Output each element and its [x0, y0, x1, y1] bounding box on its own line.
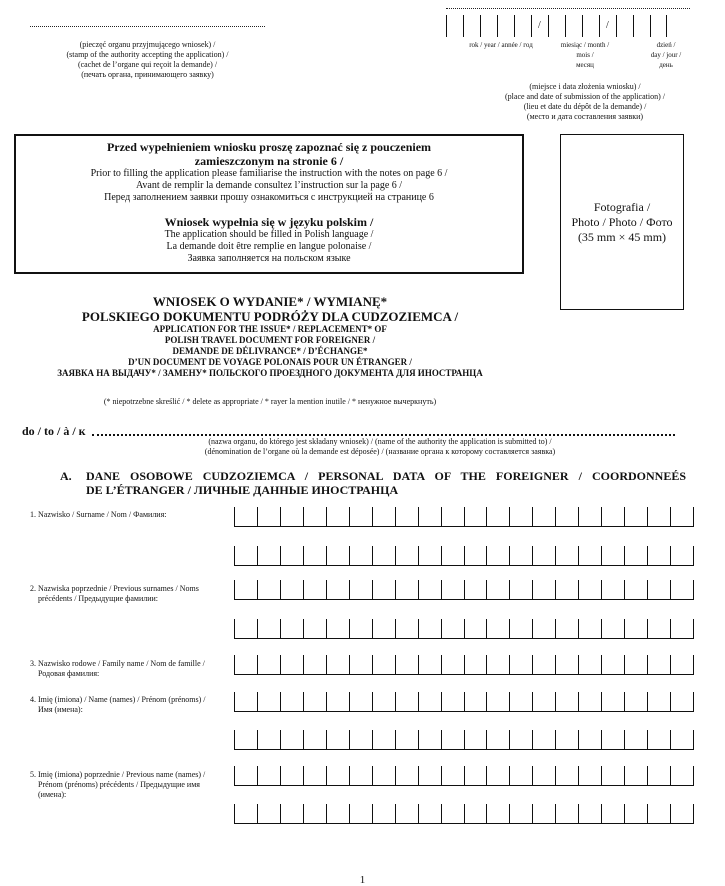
char-box[interactable]	[372, 546, 395, 566]
field-label-names	[30, 695, 230, 715]
char-box[interactable]	[372, 507, 395, 527]
char-box[interactable]	[647, 619, 670, 639]
char-box[interactable]	[509, 619, 532, 639]
char-box[interactable]	[372, 804, 395, 824]
char-box[interactable]	[532, 507, 555, 527]
authority-caption-line: (nazwa organu, do którego jest składany wniosek) / (name of the authority the application is submitted to) /	[208, 437, 552, 446]
date-separator: /	[606, 20, 609, 31]
char-box[interactable]	[257, 692, 280, 712]
char-box[interactable]	[670, 730, 694, 750]
char-box[interactable]	[464, 766, 487, 786]
char-box[interactable]	[555, 546, 578, 566]
char-box[interactable]	[349, 580, 372, 600]
char-box[interactable]	[280, 692, 303, 712]
document-title	[0, 294, 540, 379]
char-box[interactable]	[280, 546, 303, 566]
instruction-heading: zamieszczonym na stronie 6 /	[194, 154, 344, 168]
char-box[interactable]	[372, 619, 395, 639]
char-box[interactable]	[486, 619, 509, 639]
char-box[interactable]	[418, 507, 441, 527]
char-box[interactable]	[532, 546, 555, 566]
char-box[interactable]	[234, 507, 257, 527]
char-box[interactable]	[532, 580, 555, 600]
char-box[interactable]	[326, 655, 349, 675]
char-box[interactable]	[257, 507, 280, 527]
char-box[interactable]	[303, 580, 326, 600]
char-box[interactable]	[349, 507, 372, 527]
char-box[interactable]	[326, 546, 349, 566]
char-box[interactable]	[555, 692, 578, 712]
char-box[interactable]	[601, 655, 624, 675]
stamp-caption-line: (pieczęć organu przyjmującego wniosek) /	[79, 40, 216, 49]
names-grid[interactable]	[234, 692, 694, 712]
char-box[interactable]	[647, 804, 670, 824]
char-box[interactable]	[280, 619, 303, 639]
char-box[interactable]	[670, 507, 694, 527]
char-box[interactable]	[395, 507, 418, 527]
char-box[interactable]	[670, 804, 694, 824]
day-label-line: day / jour /	[650, 51, 682, 59]
char-box[interactable]	[349, 655, 372, 675]
char-box[interactable]	[601, 692, 624, 712]
date-cell[interactable]	[650, 15, 667, 37]
char-box[interactable]	[372, 766, 395, 786]
section-letter: A.	[60, 469, 72, 483]
char-box[interactable]	[486, 804, 509, 824]
char-box[interactable]	[395, 692, 418, 712]
char-box[interactable]	[395, 546, 418, 566]
char-box[interactable]	[624, 804, 647, 824]
field-label-line: Имя (имена):	[38, 705, 83, 714]
char-box[interactable]	[303, 692, 326, 712]
char-box[interactable]	[670, 546, 694, 566]
place-date-caption-line: (miejsce i data złożenia wniosku) /	[529, 82, 641, 91]
previous-surnames-grid[interactable]	[234, 580, 694, 600]
char-box[interactable]	[601, 580, 624, 600]
char-box[interactable]	[532, 766, 555, 786]
char-box[interactable]	[441, 655, 464, 675]
char-box[interactable]	[509, 546, 532, 566]
char-box[interactable]	[509, 730, 532, 750]
char-box[interactable]	[647, 655, 670, 675]
title-line: POLSKIEGO DOKUMENTU PODRÓŻY DLA CUDZOZIEMCA /	[81, 309, 459, 324]
char-box[interactable]	[326, 507, 349, 527]
char-box[interactable]	[257, 619, 280, 639]
char-box[interactable]	[234, 546, 257, 566]
stamp-caption-line: (stamp of the authority accepting the application) /	[66, 50, 229, 59]
field-label-family-name	[30, 659, 230, 679]
char-box[interactable]	[280, 507, 303, 527]
char-box[interactable]	[280, 766, 303, 786]
char-box[interactable]	[464, 580, 487, 600]
char-box[interactable]	[578, 804, 601, 824]
photo-label: (35 mm × 45 mm)	[577, 229, 667, 244]
char-box[interactable]	[257, 730, 280, 750]
instruction-box	[14, 134, 524, 274]
char-box[interactable]	[303, 655, 326, 675]
char-box[interactable]	[555, 766, 578, 786]
language-heading: Wniosek wypełnia się w języku polskim /	[164, 215, 374, 229]
page-number: 1	[359, 874, 366, 886]
char-box[interactable]	[234, 730, 257, 750]
char-box[interactable]	[647, 546, 670, 566]
field-label-line: précédents / Предыдущие фамилии:	[38, 594, 159, 603]
field-label-line: Prénom (prénoms) précédents / Предыдущие имя	[38, 780, 200, 789]
char-box[interactable]	[303, 619, 326, 639]
char-box[interactable]	[303, 546, 326, 566]
char-box[interactable]	[578, 766, 601, 786]
previous-names-grid[interactable]	[234, 804, 694, 824]
char-box[interactable]	[647, 507, 670, 527]
char-box[interactable]	[532, 804, 555, 824]
field-label-line: 5. Imię (imiona) poprzednie / Previous name (names) /	[30, 770, 206, 779]
char-box[interactable]	[601, 730, 624, 750]
char-box[interactable]	[578, 730, 601, 750]
char-box[interactable]	[234, 804, 257, 824]
char-box[interactable]	[234, 692, 257, 712]
char-box[interactable]	[372, 580, 395, 600]
language-line: Заявка заполняется на польском языке	[187, 253, 351, 264]
photo-box[interactable]	[560, 134, 684, 310]
section-heading-line: DANE OSOBOWE CUDZOZIEMCA / PERSONAL DATA OF THE FOREIGNER / COORDONNEÉS	[86, 469, 686, 483]
char-box[interactable]	[555, 730, 578, 750]
char-box[interactable]	[395, 730, 418, 750]
place-date-line	[446, 8, 690, 9]
place-date-caption-line: (место и дата составления заявки)	[526, 112, 644, 121]
char-box[interactable]	[303, 766, 326, 786]
char-box[interactable]	[280, 730, 303, 750]
place-date-caption-line: (lieu et date du dépôt de la demande) /	[523, 102, 647, 111]
title-line: D’UN DOCUMENT DE VOYAGE POLONAIS POUR UN ÉTRANGER /	[128, 357, 412, 367]
month-label-line: месяц	[576, 61, 594, 69]
date-cell[interactable]	[633, 15, 650, 37]
char-box[interactable]	[441, 804, 464, 824]
char-box[interactable]	[624, 655, 647, 675]
char-box[interactable]	[601, 507, 624, 527]
field-label-surname	[30, 510, 230, 520]
char-box[interactable]	[418, 692, 441, 712]
char-box[interactable]	[555, 619, 578, 639]
char-box[interactable]	[509, 507, 532, 527]
authority-field[interactable]	[92, 434, 675, 436]
char-box[interactable]	[464, 619, 487, 639]
char-box[interactable]	[441, 692, 464, 712]
char-box[interactable]	[624, 692, 647, 712]
char-box[interactable]	[257, 766, 280, 786]
char-box[interactable]	[670, 580, 694, 600]
field-label-line: 3. Nazwisko rodowe / Family name / Nom de famille /	[30, 659, 205, 668]
char-box[interactable]	[486, 766, 509, 786]
delete-note: (* niepotrzebne skreślić / * delete as appropriate / * rayer la mention inutile / * ненужное вычеркнуть)	[103, 397, 437, 406]
char-box[interactable]	[578, 507, 601, 527]
char-box[interactable]	[257, 580, 280, 600]
family-name-grid[interactable]	[234, 655, 694, 675]
char-box[interactable]	[441, 580, 464, 600]
date-cell[interactable]	[599, 15, 616, 37]
char-box[interactable]	[349, 766, 372, 786]
field-label-line: 2. Nazwiska poprzednie / Previous surnames / Noms	[30, 584, 199, 593]
char-box[interactable]	[578, 619, 601, 639]
char-box[interactable]	[486, 507, 509, 527]
char-box[interactable]	[234, 580, 257, 600]
surname-grid[interactable]	[234, 546, 694, 566]
date-separator: /	[538, 20, 541, 31]
char-box[interactable]	[418, 619, 441, 639]
char-box[interactable]	[509, 766, 532, 786]
char-box[interactable]	[349, 730, 372, 750]
char-box[interactable]	[647, 692, 670, 712]
char-box[interactable]	[234, 655, 257, 675]
char-box[interactable]	[578, 580, 601, 600]
char-box[interactable]	[280, 804, 303, 824]
char-box[interactable]	[624, 730, 647, 750]
section-heading-line: DE L’ÉTRANGER / ЛИЧНЫЕ ДАННЫЕ ИНОСТРАНЦА	[86, 483, 399, 497]
char-box[interactable]	[555, 580, 578, 600]
date-cell[interactable]	[616, 15, 633, 37]
char-box[interactable]	[670, 619, 694, 639]
authority-label: do / to / à / к	[22, 424, 86, 438]
char-box[interactable]	[257, 804, 280, 824]
field-label-previous-surnames	[30, 584, 230, 604]
field-label-line: 1. Nazwisko / Surname / Nom / Фамилия:	[30, 510, 167, 519]
char-box[interactable]	[647, 730, 670, 750]
char-box[interactable]	[578, 655, 601, 675]
title-line: DEMANDE DE DÉLIVRANCE* / D’ÉCHANGE*	[172, 346, 368, 356]
char-box[interactable]	[509, 655, 532, 675]
stamp-line	[30, 26, 265, 27]
char-box[interactable]	[486, 580, 509, 600]
char-box[interactable]	[624, 580, 647, 600]
char-box[interactable]	[601, 619, 624, 639]
place-date-caption	[470, 82, 700, 122]
char-box[interactable]	[670, 655, 694, 675]
authority-caption-line: (dénomination de l’organe où la demande est déposée) / (название органа к которому составляется заявка)	[204, 447, 556, 456]
char-box[interactable]	[464, 655, 487, 675]
char-box[interactable]	[418, 804, 441, 824]
field-label-line: Родовая фамилия:	[38, 669, 100, 678]
char-box[interactable]	[280, 655, 303, 675]
char-box[interactable]	[486, 692, 509, 712]
char-box[interactable]	[280, 580, 303, 600]
char-box[interactable]	[532, 619, 555, 639]
date-cell[interactable]	[565, 15, 582, 37]
char-box[interactable]	[464, 692, 487, 712]
stamp-caption	[30, 40, 265, 80]
date-cell[interactable]	[446, 15, 463, 37]
date-cell[interactable]	[531, 15, 548, 37]
char-box[interactable]	[532, 692, 555, 712]
date-grid	[446, 15, 667, 37]
title-line: WNIOSEK O WYDANIE* / WYMIANĘ*	[152, 294, 388, 309]
char-box[interactable]	[326, 692, 349, 712]
stamp-caption-line: (cachet de l’organe qui reçoit la demande) /	[77, 60, 218, 69]
char-box[interactable]	[464, 546, 487, 566]
instruction-line: Avant de remplir la demande consultez l’instruction sur la page 6 /	[135, 180, 403, 191]
place-date-caption-line: (place and date of submission of the application) /	[505, 92, 665, 101]
char-box[interactable]	[395, 580, 418, 600]
char-box[interactable]	[326, 766, 349, 786]
char-box[interactable]	[257, 546, 280, 566]
char-box[interactable]	[395, 766, 418, 786]
month-label-line: miesiąc / month / mois /	[560, 41, 610, 59]
field-label-line: 4. Imię (imiona) / Name (names) / Prénom (prénoms) /	[30, 695, 206, 704]
char-box[interactable]	[555, 804, 578, 824]
char-box[interactable]	[670, 692, 694, 712]
char-box[interactable]	[624, 619, 647, 639]
char-box[interactable]	[578, 546, 601, 566]
char-box[interactable]	[349, 619, 372, 639]
previous-names-grid[interactable]	[234, 766, 694, 786]
char-box[interactable]	[234, 619, 257, 639]
char-box[interactable]	[303, 730, 326, 750]
char-box[interactable]	[257, 655, 280, 675]
char-box[interactable]	[326, 619, 349, 639]
date-cell[interactable]	[548, 15, 565, 37]
char-box[interactable]	[509, 580, 532, 600]
char-box[interactable]	[395, 619, 418, 639]
char-box[interactable]	[326, 730, 349, 750]
char-box[interactable]	[349, 546, 372, 566]
char-box[interactable]	[372, 692, 395, 712]
char-box[interactable]	[601, 804, 624, 824]
char-box[interactable]	[418, 580, 441, 600]
char-box[interactable]	[647, 766, 670, 786]
char-box[interactable]	[509, 804, 532, 824]
char-box[interactable]	[441, 730, 464, 750]
title-line: APPLICATION FOR THE ISSUE* / REPLACEMENT* OF	[153, 324, 387, 334]
char-box[interactable]	[418, 730, 441, 750]
char-box[interactable]	[578, 692, 601, 712]
char-box[interactable]	[418, 546, 441, 566]
char-box[interactable]	[372, 730, 395, 750]
field-label-line: (имена):	[38, 790, 67, 799]
date-cell[interactable]	[514, 15, 531, 37]
instruction-line: Перед заполнением заявки прошу ознакомиться с инструкцией на странице 6	[104, 192, 434, 203]
char-box[interactable]	[464, 507, 487, 527]
day-label	[636, 40, 696, 70]
names-grid[interactable]	[234, 730, 694, 750]
stamp-caption-line: (печать органа, принимающего заявку)	[81, 70, 214, 79]
language-line: La demande doit être remplie en langue polonaise /	[166, 241, 372, 252]
title-line: ЗАЯВКА НА ВЫДАЧУ* / ЗАМЕНУ* ПОЛЬСКОГО ПРОЕЗДНОГО ДОКУМЕНТА ДЛЯ ИНОСТРАНЦА	[57, 368, 483, 378]
char-box[interactable]	[601, 546, 624, 566]
date-cell[interactable]	[497, 15, 514, 37]
char-box[interactable]	[349, 804, 372, 824]
char-box[interactable]	[395, 804, 418, 824]
char-box[interactable]	[464, 730, 487, 750]
language-line: The application should be filled in Polish language /	[164, 229, 374, 240]
char-box[interactable]	[372, 655, 395, 675]
char-box[interactable]	[555, 507, 578, 527]
char-box[interactable]	[464, 804, 487, 824]
previous-surnames-grid[interactable]	[234, 619, 694, 639]
month-label	[554, 40, 616, 70]
title-line: POLISH TRAVEL DOCUMENT FOR FOREIGNER /	[164, 335, 376, 345]
char-box[interactable]	[509, 692, 532, 712]
char-box[interactable]	[624, 546, 647, 566]
date-cell[interactable]	[582, 15, 599, 37]
char-box[interactable]	[441, 546, 464, 566]
char-box[interactable]	[670, 766, 694, 786]
char-box[interactable]	[441, 766, 464, 786]
char-box[interactable]	[326, 580, 349, 600]
date-cell[interactable]	[463, 15, 480, 37]
field-label-previous-names	[30, 770, 230, 800]
char-box[interactable]	[441, 619, 464, 639]
char-box[interactable]	[486, 730, 509, 750]
year-label: rok / year / année / год	[469, 41, 533, 49]
char-box[interactable]	[349, 692, 372, 712]
char-box[interactable]	[624, 766, 647, 786]
char-box[interactable]	[486, 655, 509, 675]
char-box[interactable]	[326, 804, 349, 824]
photo-label: Photo / Photo / Фото	[571, 214, 673, 229]
char-box[interactable]	[486, 546, 509, 566]
day-label-line: день	[659, 61, 673, 69]
surname-grid[interactable]	[234, 507, 694, 527]
char-box[interactable]	[555, 655, 578, 675]
section-heading	[86, 469, 686, 497]
char-box[interactable]	[234, 766, 257, 786]
char-box[interactable]	[395, 655, 418, 675]
char-box[interactable]	[532, 655, 555, 675]
char-box[interactable]	[418, 766, 441, 786]
char-box[interactable]	[624, 507, 647, 527]
instruction-line: Prior to filling the application please familiarise the instruction with the notes on page 6 /	[90, 168, 448, 179]
date-cell[interactable]	[480, 15, 497, 37]
authority-caption	[60, 437, 700, 457]
char-box[interactable]	[418, 655, 441, 675]
char-box[interactable]	[441, 507, 464, 527]
photo-label: Fotografia /	[593, 199, 651, 214]
char-box[interactable]	[647, 580, 670, 600]
day-label-line: dzień /	[656, 41, 676, 49]
char-box[interactable]	[532, 730, 555, 750]
char-box[interactable]	[303, 507, 326, 527]
instruction-heading: Przed wypełnieniem wniosku proszę zapoznać się z pouczeniem	[106, 140, 432, 154]
char-box[interactable]	[601, 766, 624, 786]
char-box[interactable]	[303, 804, 326, 824]
